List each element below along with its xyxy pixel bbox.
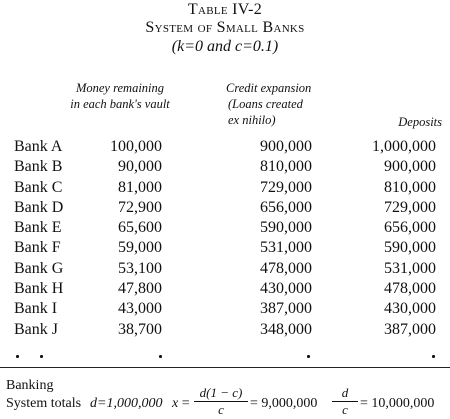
totals-divider xyxy=(0,367,450,368)
table-row xyxy=(0,157,450,177)
money-remaining-value: 100,000 xyxy=(110,138,162,155)
money-remaining-value: 53,100 xyxy=(118,259,162,277)
continuation-dot xyxy=(16,355,19,358)
table-row xyxy=(0,218,450,238)
money-remaining-value: 38,700 xyxy=(118,320,162,338)
credit-header-line-3: ex nihilo) xyxy=(228,113,276,127)
table-parameters: (k=0 and c=0.1) xyxy=(171,38,279,55)
credit-expansion-value: 590,000 xyxy=(260,219,312,237)
bank-name: Bank E xyxy=(14,219,62,237)
table-row xyxy=(0,137,450,157)
money-remaining-value: 47,800 xyxy=(118,280,162,298)
loans-fraction xyxy=(194,386,248,417)
deposits-fraction-numerator: d xyxy=(341,385,349,400)
deposits-header xyxy=(372,114,442,130)
credit-header-line-2: (Loans created xyxy=(228,97,303,111)
deposits-value: 900,000 xyxy=(384,158,436,176)
credit-expansion-value: 810,000 xyxy=(260,158,312,176)
bank-name: Bank D xyxy=(14,198,64,216)
deposits-value: 430,000 xyxy=(384,300,436,318)
deposits-value: 729,000 xyxy=(384,198,436,216)
table-number: Table IV-2 xyxy=(187,1,263,18)
money-remaining-value: 90,000 xyxy=(118,158,162,176)
money-remaining-value: 65,600 xyxy=(118,219,162,237)
table-title: System of Small Banks xyxy=(145,19,305,36)
money-remaining-value: 81,000 xyxy=(118,178,162,196)
deposits-value: 478,000 xyxy=(384,280,436,298)
initial-deposit-expression: d=1,000,000 xyxy=(90,396,163,411)
credit-expansion-value: 531,000 xyxy=(260,239,312,257)
bank-name: Bank F xyxy=(14,239,61,257)
loans-variable: x xyxy=(172,396,179,411)
table-row xyxy=(0,299,450,319)
table-row xyxy=(0,279,450,299)
credit-expansion-value: 430,000 xyxy=(260,280,312,298)
deposits-value: 531,000 xyxy=(384,259,436,277)
bank-name: Bank G xyxy=(14,259,64,277)
bank-table-body xyxy=(0,137,450,340)
loans-formula-lhs xyxy=(172,395,190,412)
money-header-line-1: Money remaining xyxy=(75,81,165,95)
continuation-dot xyxy=(159,355,162,358)
continuation-dot xyxy=(432,355,435,358)
deposits-value: 387,000 xyxy=(384,320,436,338)
bank-name: Bank I xyxy=(14,300,58,318)
bank-name: Bank H xyxy=(14,280,64,298)
loans-fraction-numerator: d(1 − c) xyxy=(199,385,243,400)
continuation-dot xyxy=(40,355,43,358)
money-header-line-2: in each bank's vault xyxy=(70,97,170,111)
deposits-header-label: Deposits xyxy=(398,115,442,129)
credit-expansion-value: 348,000 xyxy=(260,320,312,338)
bank-name: Bank C xyxy=(14,178,63,196)
credit-header-line-1: Credit expansion xyxy=(226,81,312,95)
money-remaining-value: 72,900 xyxy=(118,198,162,216)
credit-expansion-value: 478,000 xyxy=(260,259,312,277)
deposits-value: 1,000,000 xyxy=(372,138,436,155)
table-row xyxy=(0,178,450,198)
credit-expansion-value: 900,000 xyxy=(260,138,312,155)
loans-total-value: = 9,000,000 xyxy=(250,396,318,411)
credit-expansion-value: 729,000 xyxy=(260,178,312,196)
totals-label-line-1: Banking xyxy=(6,378,54,393)
credit-expansion-value: 656,000 xyxy=(260,198,312,216)
credit-expansion-value: 387,000 xyxy=(260,300,312,318)
table-row xyxy=(0,198,450,218)
money-remaining-header xyxy=(50,80,190,112)
deposits-value: 656,000 xyxy=(384,219,436,237)
money-remaining-value: 43,000 xyxy=(118,300,162,318)
equals-sign: = xyxy=(181,396,190,411)
deposits-value: 590,000 xyxy=(384,239,436,257)
deposits-fraction xyxy=(332,386,358,417)
table-row xyxy=(0,259,450,279)
deposits-value: 810,000 xyxy=(384,178,436,196)
credit-expansion-header xyxy=(226,80,346,128)
loans-fraction-denominator: c xyxy=(218,402,224,417)
continuation-dots xyxy=(0,347,450,357)
deposits-total-value: = 10,000,000 xyxy=(360,396,435,411)
continuation-dot xyxy=(307,355,310,358)
deposits-fraction-denominator: c xyxy=(342,402,348,417)
money-remaining-value: 59,000 xyxy=(118,239,162,257)
bank-name: Bank B xyxy=(14,158,63,176)
bank-name: Bank A xyxy=(14,138,63,155)
table-row xyxy=(0,320,450,340)
bank-name: Bank J xyxy=(14,320,58,338)
totals-label-line-2: System totals xyxy=(6,396,82,411)
table-row xyxy=(0,238,450,258)
